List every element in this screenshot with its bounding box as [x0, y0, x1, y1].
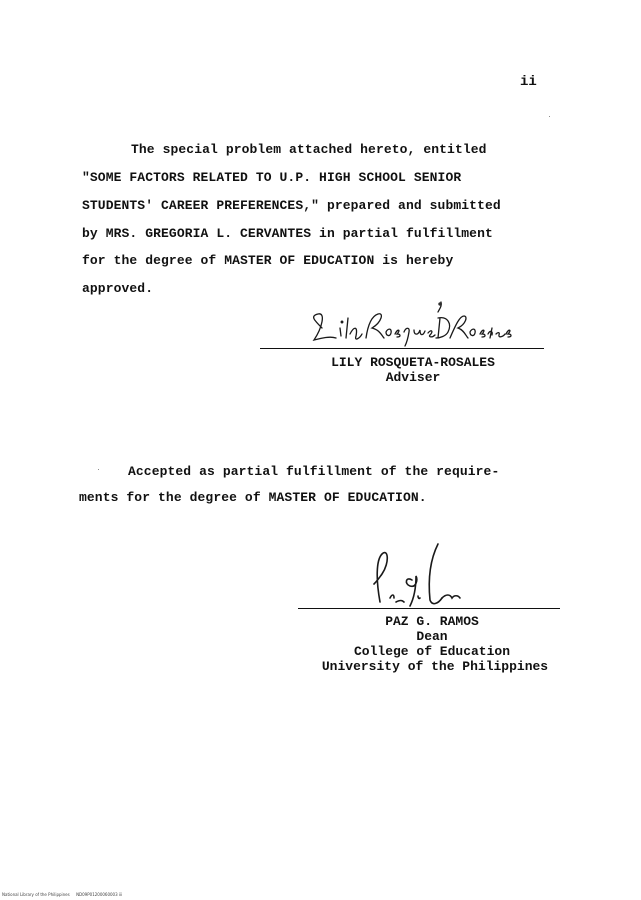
approval-line: STUDENTS' CAREER PREFERENCES," prepared and submitted	[82, 198, 501, 213]
adviser-signature-line	[260, 348, 544, 349]
acceptance-line: Accepted as partial fulfillment of the require-	[128, 464, 500, 479]
adviser-name: LILY ROSQUETA-ROSALES	[331, 355, 495, 370]
adviser-title: Adviser	[385, 370, 441, 385]
page-number: ii	[520, 74, 537, 90]
approval-line: for the degree of MASTER OF EDUCATION is hereby	[82, 253, 454, 268]
dean-signature-line	[298, 608, 560, 609]
adviser-signature	[300, 298, 520, 350]
library-footer: National Library of the Philippines ND09P01200060003 iii	[2, 892, 123, 897]
scan-speck	[98, 469, 99, 470]
approval-line: "SOME FACTORS RELATED TO U.P. HIGH SCHOOL SENIOR	[82, 170, 462, 185]
acceptance-line: ments for the degree of MASTER OF EDUCATION.	[79, 490, 427, 505]
dean-name: PAZ G. RAMOS	[385, 614, 479, 629]
approval-line: The special problem attached hereto, entitled	[131, 142, 487, 157]
dean-college: College of Education	[353, 644, 511, 659]
scan-speck	[549, 116, 550, 117]
dean-university: University of the Philippines	[321, 659, 549, 674]
approval-line: by MRS. GREGORIA L. CERVANTES in partial fulfillment	[82, 226, 493, 241]
dean-signature	[360, 540, 480, 608]
dean-title: Dean	[416, 629, 448, 644]
approval-line: approved.	[82, 281, 154, 296]
